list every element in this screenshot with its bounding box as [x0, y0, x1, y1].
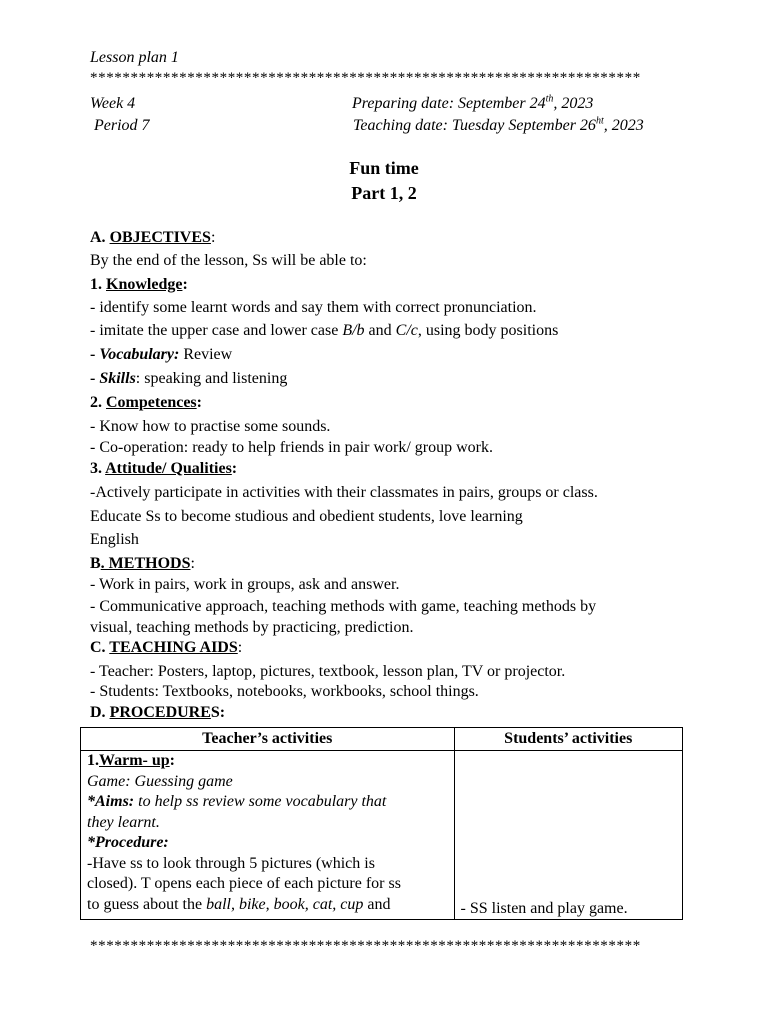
lesson-subtitle: Part 1, 2 — [351, 183, 417, 203]
teaching-date: Teaching date: Tuesday September $26^{ht}$, 2023 — [353, 115, 644, 134]
section-procedures-heading: D. PROCEDURES: — [90, 704, 226, 721]
preparing-date: Preparing date: September 24th, 2023 — [352, 93, 594, 112]
procedure-line-3: to guess about the ball, bike, book, cat, cup and — [87, 895, 391, 913]
section-teaching-aids-heading: C. TEACHING AIDS: — [90, 639, 243, 656]
aims-line: *Aims: to help ss review some vocabulary that — [87, 793, 387, 810]
aims-line-2: they learnt. — [87, 813, 160, 831]
objectives-intro: By the end of the lesson, Ss will be able to: — [90, 252, 367, 269]
competences-line-1: - Know how to practise some sounds. — [90, 418, 331, 435]
skills-line: - Skills: speaking and listening — [90, 370, 288, 387]
section-methods-heading: B. METHODS: — [90, 555, 195, 572]
procedure-line-2: closed). T opens each piece of each picture for ss — [87, 875, 401, 892]
competences-line-2: - Co-operation: ready to help friends in pair work/ group work. — [90, 439, 494, 456]
lesson-title: Fun time — [349, 158, 419, 178]
table-header-row — [81, 728, 683, 751]
teaching-aids-line-2: - Students: Textbooks, notebooks, workbooks, school things. — [90, 683, 479, 700]
period-label: Period 7 — [94, 117, 150, 134]
vocabulary-line: - Vocabulary: Review — [90, 346, 233, 363]
competences-heading: 2. Competences: — [90, 394, 202, 411]
methods-line-2: - Communicative approach, teaching methods with game, teaching methods by — [90, 598, 597, 615]
methods-line-1: - Work in pairs, work in groups, ask and answer. — [90, 576, 400, 593]
warm-up-heading: 1.Warm- up: — [87, 752, 175, 769]
game-line: Game: Guessing game — [87, 772, 233, 790]
teacher-activity-cell — [81, 751, 455, 920]
procedures-table — [80, 727, 683, 920]
knowledge-heading: 1. Knowledge: — [90, 276, 188, 293]
section-objectives-heading: A. OBJECTIVES: — [90, 229, 216, 246]
teachers-activities-header: Teacher’s activities — [81, 728, 455, 751]
week-label: Week 4 — [90, 95, 136, 112]
students-activities-header: Students’ activities — [454, 728, 683, 751]
knowledge-line-2: - imitate the upper case and lower case B/b and C/c, using body positions — [90, 322, 559, 339]
bottom-divider-stars: ******************************************************************** — [90, 938, 641, 954]
top-divider-stars: ******************************************************************** — [90, 70, 641, 86]
procedure-line-1: -Have ss to look through 5 pictures (which is — [87, 854, 375, 872]
student-activity-cell — [454, 751, 683, 920]
procedure-label: *Procedure: — [87, 834, 169, 851]
attitude-heading: 3. Attitude/ Qualities: — [90, 460, 238, 477]
attitude-line-2: Educate Ss to become studious and obedient students, love learning — [90, 508, 523, 525]
attitude-line-1: -Actively participate in activities with their classmates in pairs, groups or class. — [90, 484, 598, 501]
student-activity-text: - SS listen and play game. — [460, 900, 628, 917]
attitude-line-3: English — [90, 531, 139, 548]
lesson-plan-label: Lesson plan 1 — [90, 49, 179, 66]
teaching-aids-line-1: - Teacher: Posters, laptop, pictures, textbook, lesson plan, TV or projector. — [90, 663, 566, 680]
knowledge-line-1: - identify some learnt words and say them with correct pronunciation. — [90, 299, 537, 316]
methods-line-3: visual, teaching methods by practicing, prediction. — [90, 619, 414, 636]
table-row — [81, 751, 683, 920]
